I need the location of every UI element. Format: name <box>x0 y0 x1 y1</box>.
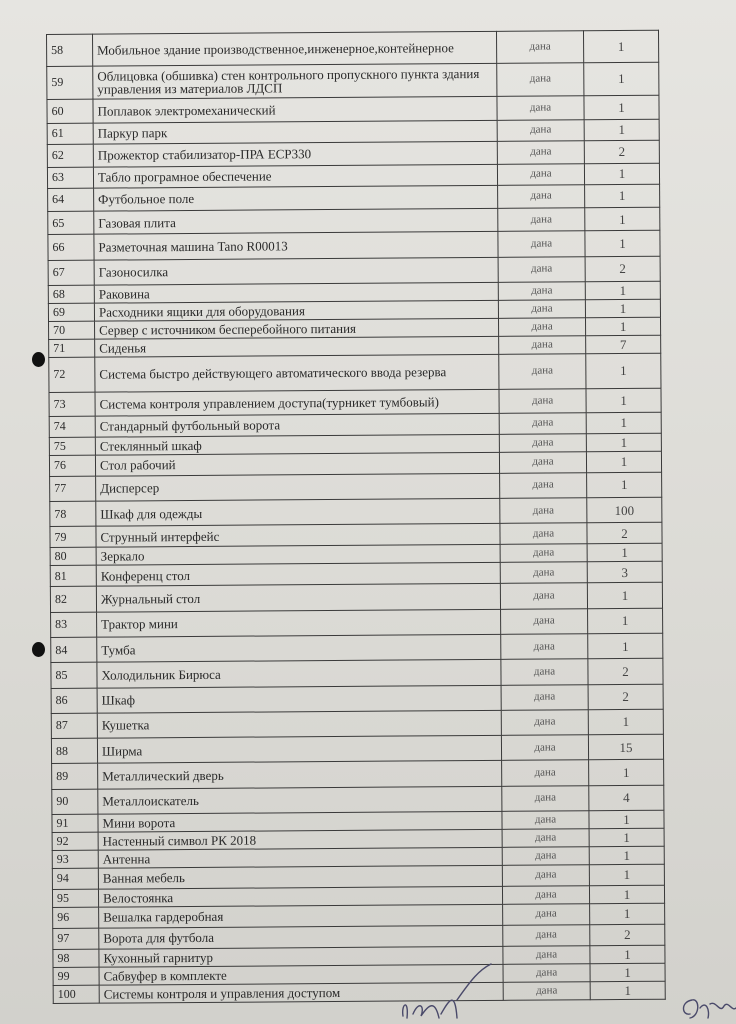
unit-cell: дана <box>501 684 588 710</box>
quantity-cell: 1 <box>585 317 660 335</box>
item-name: Сиденья <box>95 336 499 357</box>
quantity-cell: 1 <box>590 963 665 981</box>
row-number: 86 <box>51 688 97 714</box>
unit-cell: дана <box>501 735 588 761</box>
row-number: 81 <box>50 565 96 586</box>
unit-cell: дана <box>501 608 588 634</box>
signature-mark <box>676 990 736 1024</box>
quantity-cell: 1 <box>584 119 659 141</box>
item-name: Металлоискатель <box>98 786 502 814</box>
row-number: 69 <box>48 303 94 321</box>
item-name: Стандарный футбольный ворота <box>95 413 499 437</box>
row-number: 88 <box>51 738 97 764</box>
unit-cell: дана <box>498 282 585 301</box>
item-name: Стеклянный шкаф <box>95 434 499 455</box>
item-name: Струнный интерфейс <box>96 524 500 548</box>
quantity-cell: 1 <box>586 433 661 451</box>
item-name: Мобильное здание производственное,инженерное,контейнерное <box>93 31 497 65</box>
row-number: 63 <box>47 167 93 188</box>
item-name: Вешалка гардеробная <box>99 904 503 928</box>
quantity-cell: 1 <box>586 412 661 434</box>
punch-hole-mark <box>32 642 45 657</box>
row-number: 96 <box>53 907 99 928</box>
item-name: Мини ворота <box>98 811 502 832</box>
unit-cell: дана <box>503 925 590 947</box>
row-number: 77 <box>50 476 96 502</box>
row-number: 78 <box>50 501 96 527</box>
item-name: Раковина <box>94 282 498 303</box>
quantity-cell: 1 <box>586 353 661 389</box>
inventory-table-body <box>47 30 666 1003</box>
row-number: 79 <box>50 526 96 547</box>
row-number: 80 <box>50 547 96 565</box>
quantity-cell: 2 <box>590 924 665 946</box>
quantity-cell: 1 <box>589 810 664 828</box>
quantity-cell: 1 <box>590 903 665 925</box>
table-row <box>53 981 665 1004</box>
item-name: Холодильник Бирюса <box>97 660 501 688</box>
quantity-cell: 1 <box>584 62 659 96</box>
quantity-cell: 1 <box>587 544 662 562</box>
row-number: 85 <box>51 662 97 688</box>
item-name: Журнальный стол <box>96 584 500 612</box>
item-name: Шкаф <box>97 685 501 713</box>
quantity-cell: 1 <box>585 207 660 231</box>
unit-cell: дана <box>502 864 589 886</box>
quantity-cell: 1 <box>589 846 664 864</box>
quantity-cell: 1 <box>588 709 663 735</box>
item-name: Система контроля управлением доступа(турникет тумбовый) <box>95 390 499 416</box>
signature-mark <box>395 960 505 1024</box>
unit-cell: дана <box>499 389 586 413</box>
item-name: Велостоянка <box>98 886 502 907</box>
quantity-cell: 2 <box>588 658 663 684</box>
unit-cell: дана <box>498 317 585 336</box>
unit-cell: дана <box>502 811 589 830</box>
quantity-cell: 2 <box>585 256 660 282</box>
row-number: 71 <box>49 339 95 357</box>
quantity-cell: 100 <box>587 497 662 523</box>
quantity-cell: 1 <box>587 583 662 609</box>
quantity-cell: 1 <box>585 299 660 317</box>
quantity-cell: 1 <box>588 633 663 659</box>
unit-cell: дана <box>497 119 584 141</box>
unit-cell: дана <box>502 760 589 786</box>
quantity-cell: 1 <box>590 981 665 1000</box>
item-name: Шкаф для одежды <box>96 498 500 526</box>
row-number: 73 <box>49 393 95 417</box>
unit-cell: дана <box>501 634 588 660</box>
item-name: Сервер с источником бесперебойного питания <box>95 318 499 339</box>
row-number: 99 <box>53 967 99 985</box>
row-number: 93 <box>52 850 98 868</box>
row-number: 87 <box>51 713 97 739</box>
item-name: Трактор мини <box>97 609 501 637</box>
row-number: 76 <box>49 455 95 476</box>
quantity-cell: 1 <box>585 281 660 299</box>
unit-cell: дана <box>500 523 587 545</box>
item-name: Прожектор стабилизатор-ПРА ЕСР330 <box>93 141 497 167</box>
row-number: 59 <box>47 66 93 100</box>
row-number: 64 <box>48 188 94 212</box>
quantity-cell: 1 <box>583 30 658 62</box>
unit-cell: дана <box>500 583 587 609</box>
quantity-cell: 1 <box>589 864 664 886</box>
unit-cell: дана <box>503 981 590 1000</box>
unit-cell: дана <box>497 164 584 186</box>
unit-cell: дана <box>498 256 585 282</box>
unit-cell: дана <box>497 140 584 164</box>
item-name: Ширма <box>97 735 501 763</box>
row-number: 90 <box>52 789 98 815</box>
row-number: 83 <box>51 612 97 638</box>
row-number: 68 <box>48 285 94 303</box>
unit-cell: дана <box>497 62 584 96</box>
unit-cell: дана <box>500 472 587 498</box>
item-name: Газовая плита <box>94 208 498 234</box>
quantity-cell: 2 <box>588 684 663 710</box>
row-number: 94 <box>52 868 98 889</box>
unit-cell: дана <box>502 829 589 848</box>
quantity-cell: 1 <box>587 472 662 498</box>
unit-cell: дана <box>503 903 590 925</box>
unit-cell: дана <box>501 710 588 736</box>
quantity-cell: 1 <box>586 389 661 413</box>
unit-cell: дана <box>503 964 590 983</box>
row-number: 60 <box>47 100 93 124</box>
quantity-cell: 1 <box>584 96 659 120</box>
item-name: Металлический дверь <box>98 761 502 789</box>
quantity-cell: 1 <box>589 828 664 846</box>
item-name: Ванная мебель <box>98 865 502 889</box>
quantity-cell: 1 <box>589 760 664 786</box>
row-number: 67 <box>48 260 94 286</box>
row-number: 100 <box>53 985 99 1004</box>
item-name: Сабвуфер в комплекте <box>99 964 503 985</box>
quantity-cell: 2 <box>587 522 662 544</box>
quantity-cell: 2 <box>584 140 659 164</box>
item-name: Разметочная машина Tano R00013 <box>94 232 498 260</box>
quantity-cell: 15 <box>588 734 663 760</box>
unit-cell: дана <box>499 451 586 473</box>
quantity-cell: 1 <box>585 184 660 208</box>
unit-cell: дана <box>502 847 589 866</box>
item-name: Кушетка <box>97 710 501 738</box>
row-number: 97 <box>53 928 99 949</box>
unit-cell: дана <box>498 300 585 319</box>
item-name: Стол рабочий <box>95 452 499 476</box>
item-name: Табло програмное обеспечение <box>93 164 497 188</box>
item-name: Паркур парк <box>93 120 497 144</box>
row-number: 70 <box>49 321 95 339</box>
item-name: Конференц стол <box>96 563 500 587</box>
item-name: Системы контроля и управления доступом <box>99 982 503 1003</box>
unit-cell: дана <box>498 208 585 232</box>
quantity-cell: 7 <box>586 335 661 353</box>
row-number: 74 <box>49 416 95 437</box>
item-name: Система быстро действующего автоматического ввода резерва <box>95 354 499 393</box>
row-number: 82 <box>50 586 96 612</box>
quantity-cell: 4 <box>589 785 664 811</box>
unit-cell: дана <box>498 231 585 257</box>
unit-cell: дана <box>500 544 587 563</box>
row-number: 89 <box>52 764 98 790</box>
row-number: 84 <box>51 637 97 663</box>
unit-cell: дана <box>500 562 587 584</box>
unit-cell: дана <box>496 31 583 63</box>
table-row <box>49 353 661 393</box>
row-number: 91 <box>52 814 98 832</box>
unit-cell: дана <box>500 498 587 524</box>
item-name: Футбольное поле <box>94 185 498 211</box>
unit-cell: дана <box>499 412 586 434</box>
row-number: 66 <box>48 234 94 260</box>
item-name: Дисперсер <box>96 473 500 501</box>
row-number: 58 <box>47 34 93 66</box>
item-name: Облицовка (обшивка) стен контрольного пропускного пункта здания управления из материалов ЛДСП <box>93 63 497 100</box>
unit-cell: дана <box>498 185 585 209</box>
unit-cell: дана <box>497 96 584 120</box>
row-number: 61 <box>47 123 93 144</box>
row-number: 62 <box>47 144 93 168</box>
row-number: 95 <box>52 889 98 907</box>
unit-cell: дана <box>499 353 586 389</box>
quantity-cell: 1 <box>590 945 665 963</box>
unit-cell: дана <box>503 946 590 965</box>
row-number: 75 <box>49 437 95 455</box>
item-name: Тумба <box>97 634 501 662</box>
row-number: 72 <box>49 357 95 393</box>
unit-cell: дана <box>502 886 589 905</box>
item-name: Кухонный гарнитур <box>99 946 503 967</box>
item-name: Расходники ящики для оборудования <box>94 300 498 321</box>
unit-cell: дана <box>499 433 586 452</box>
unit-cell: дана <box>501 659 588 685</box>
item-name: Зеркало <box>96 545 500 566</box>
quantity-cell: 3 <box>587 561 662 583</box>
item-name: Антенна <box>98 847 502 868</box>
item-name: Газоносилка <box>94 257 498 285</box>
item-name: Ворота для футбола <box>99 925 503 949</box>
row-number: 65 <box>48 211 94 235</box>
punch-hole-mark <box>32 352 45 367</box>
row-number: 92 <box>52 832 98 850</box>
table-row <box>47 62 659 100</box>
quantity-cell: 1 <box>585 230 660 256</box>
quantity-cell: 1 <box>588 608 663 634</box>
table-row <box>47 30 659 66</box>
quantity-cell: 1 <box>584 163 659 185</box>
item-name: Настенный символ РК 2018 <box>98 829 502 850</box>
quantity-cell: 1 <box>589 885 664 903</box>
inventory-table <box>46 30 666 1004</box>
quantity-cell: 1 <box>586 451 661 473</box>
unit-cell: дана <box>499 335 586 354</box>
row-number: 98 <box>53 949 99 967</box>
unit-cell: дана <box>502 785 589 811</box>
item-name: Поплавок электромеханический <box>93 97 497 123</box>
